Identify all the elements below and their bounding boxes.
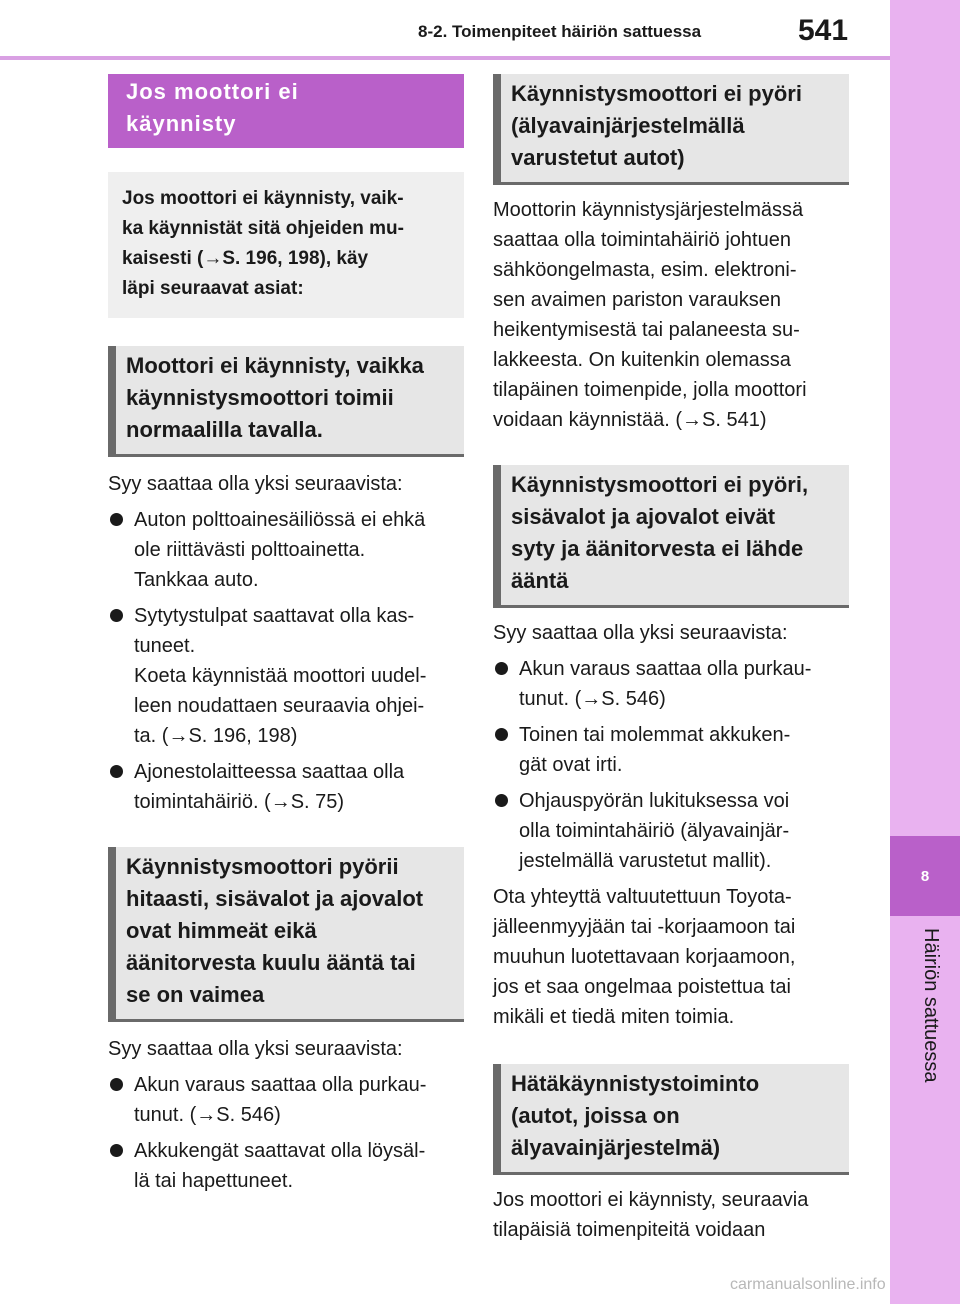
subsection-heading-text: Käynnistysmoottori ei pyöri (älyavainjärjestelmällä varustetut autot) (511, 81, 802, 170)
bullet-icon (110, 609, 123, 622)
list-item-text: Ajonestolaitteessa saattaa olla toimintahäiriö. (→S. 75) (134, 761, 405, 813)
subsection-heading (493, 465, 849, 608)
subsection-heading-text: Moottori ei käynnisty, vaikka käynnistysmoottori toimii normaalilla tavalla. (126, 353, 424, 442)
list-item (108, 1136, 464, 1196)
watermark: carmanualsonline.info (730, 1276, 886, 1293)
list-item (108, 601, 464, 751)
left-column (108, 74, 464, 1196)
right-column (493, 74, 849, 1245)
subsection-heading-text: Hätäkäynnistystoiminto (autot, joissa on älyavainjärjestelmä) (511, 1071, 760, 1160)
list-item (108, 757, 464, 817)
list-item-text: Akkukengät saattavat olla löysäl- lä tai hapettuneet. (134, 1140, 426, 1192)
header-rule (0, 56, 890, 60)
subsection-heading-text: Käynnistysmoottori pyörii hitaasti, sisävalot ja ajovalot ovat himmeät eikä äänitorvesta kuulu ääntä tai se on vaimea (126, 854, 424, 1007)
bullet-icon (110, 1144, 123, 1157)
bullet-icon (495, 794, 508, 807)
intro-text: Jos moottori ei käynnisty, vaik- ka käynnistät sitä ohjeiden mu- kaisesti (→S. 196, 198), käy läpi seuraavat asiat: (122, 188, 404, 299)
list-item (493, 654, 849, 714)
side-tab (890, 0, 960, 1304)
bullet-icon (110, 765, 123, 778)
lead-text: Syy saattaa olla yksi seuraavista: (493, 622, 788, 644)
section-banner (108, 74, 464, 148)
list-item-text: Sytytystulpat saattavat olla kas- tuneet. Koeta käynnistää moottori uudel- leen noudattaen seuraavia ohjei- ta. (→S. 196, 198) (134, 605, 427, 747)
subsection-heading-text: Käynnistysmoottori ei pyöri, sisävalot ja ajovalot eivät syty ja äänitorvesta ei lähde ääntä (511, 472, 809, 593)
list-item-text: Auton polttoainesäiliössä ei ehkä ole riittävästi polttoainetta. Tankkaa auto. (134, 509, 426, 591)
list-item (493, 720, 849, 780)
bullet-list (108, 1070, 464, 1196)
list-item-text: Akun varaus saattaa olla purkau- tunut. (→S. 546) (134, 1074, 427, 1126)
list-item (108, 1070, 464, 1130)
list-item-text: Ohjauspyörän lukituksessa voi olla toimintahäiriö (älyavainjär- jestelmällä varustetut mallit). (519, 790, 790, 872)
bullet-icon (495, 728, 508, 741)
bullet-icon (495, 662, 508, 675)
body-text: Jos moottori ei käynnisty, seuraavia tilapäisiä toimenpiteitä voidaan (493, 1189, 809, 1241)
list-item-text: Toinen tai molemmat akkuken- gät ovat irti. (519, 724, 791, 776)
body-text: Ota yhteyttä valtuutettuun Toyota- jälleenmyyjään tai -korjaamoon tai muuhun luotettavaan korjaamoon, jos et saa ongelmaa poistettua tai mikäli et tiedä miten toimia. (493, 886, 796, 1028)
bullet-icon (110, 1078, 123, 1091)
intro-box (108, 172, 464, 318)
list-item-text: Akun varaus saattaa olla purkau- tunut. (→S. 546) (519, 658, 812, 710)
body-text: Moottorin käynnistysjärjestelmässä saattaa olla toimintahäiriö johtuen sähköongelmasta, esim. elektroni- sen avaimen pariston varauksen heikentymisestä tai palaneesta su- lakkeesta. On kuitenkin olemassa tilapäinen toimenpide, jolla moottori voidaan käynnistää. (→S. 541) (493, 199, 807, 431)
list-item (493, 786, 849, 876)
bullet-list (493, 654, 849, 876)
chapter-label: Häiriön sattuessa (920, 928, 942, 1083)
subsection-heading (108, 847, 464, 1022)
running-header-title: 8-2. Toimenpiteet häiriön sattuessa (418, 22, 702, 41)
subsection-heading (108, 346, 464, 457)
list-item (108, 505, 464, 595)
subsection-heading (493, 1064, 849, 1175)
subsection-heading (493, 74, 849, 185)
bullet-icon (110, 513, 123, 526)
section-banner-text: Jos moottori ei käynnisty (126, 79, 299, 136)
page-number: 541 (798, 14, 849, 47)
chapter-number-tab[interactable]: 8 (890, 836, 960, 916)
bullet-list (108, 505, 464, 817)
lead-text: Syy saattaa olla yksi seuraavista: (108, 1038, 403, 1060)
lead-text: Syy saattaa olla yksi seuraavista: (108, 473, 403, 495)
